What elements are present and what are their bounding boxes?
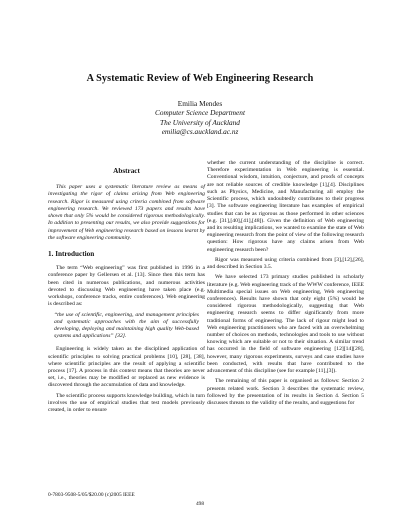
right-paragraph-2: Rigor was measured using criteria combined from [3],[12],[26], and described in Section 3.5. (207, 256, 364, 271)
author-university: The University of Auckland (160, 117, 240, 127)
paper-title: A Systematic Review of Web Engineering Research (86, 73, 314, 84)
definition-quote: “the use of scientific, engineering, and management principles and systematic approaches with the aim of successfully developing, deploying and maintaining high quality Web-based systems and applications” [32]. (54, 311, 199, 340)
abstract-heading: Abstract (113, 167, 140, 175)
page-number: 498 (195, 501, 205, 507)
intro-paragraph-1: The term “Web engineering” was first published in 1996 in a conference paper by Gellersen et al. [13]. Since then this term has been cited in numerous publications, and numerous activities devoted to discussing Web engineering have taken place (e.g. workshops, conference tracks, entire conferences). Web engineering is described as: (48, 265, 205, 308)
left-column (48, 168, 205, 417)
right-paragraph-1: whether the current understanding of the discipline is correct. Therefore experimentation in Web engineering is essential. Conventional wisdom, intuition, conjecture, and proofs of concepts are not reliable sources of credible knowledge [1],[4]. Disciplines such as Physics, Medicine, and Manufacturing all employ the Scientific process, which undoubtedly contributes to their progress [3]. The software engineering literature has examples of empirical studies that can be as rigorous as those performed in other sciences (e.g. [31],[40],[41],[48]). Given the definition of Web engineering and its resulting implications, we wanted to examine the state of Web engineering research from the point of view of the following research question: How rigorous have any claims arisen from Web engineering research been? (207, 160, 364, 253)
intro-paragraph-2: Engineering is widely taken as the disciplined application of scientific principles to solving practical problems [10], [28], [38], where scientific principles are the result of applying a scientific process [17]. A process in this context means that theories are never set, i.e., theories may be modified or replaced as new evidence is discovered through the accumulation of data and knowledge. (48, 346, 205, 389)
intro-paragraph-3: The scientific process supports knowledge building, which in turn involves the use of empirical studies that test models previously created, in order to ensure (48, 392, 205, 414)
right-column (207, 160, 364, 410)
abstract-text: This paper uses a systematic literature review as means of investigating the rigor of claims arising from Web engineering research. Rigor is measured using criteria combined from software engineering research. We reviewed 173 papers and results have shown that only 5% would be considered rigorous methodologically. In addition to presenting our results, we also provide suggestions for improvement of Web engineering research based on lessons learnt by the software engineering community. (48, 184, 205, 241)
author-block (0, 99, 400, 136)
copyright-footer: 0-7803-9508-5/05/$20.00 (c)2005 IEEE (48, 492, 135, 498)
right-paragraph-4: The remaining of this paper is organised as follows: Section 2 presents related work. Section 3 describes the systematic review, followed by the presentation of its results in Section 4. Section 5 discusses threats to the validity of the results, and suggestions for (207, 378, 364, 406)
author-name: Emilia Mendes (177, 99, 223, 108)
author-email: emilia@cs.auckland.ac.nz (161, 126, 239, 136)
section-heading-introduction: 1. Introduction (48, 249, 95, 258)
right-paragraph-3: We have selected 173 primary studies published in scholarly literature (e.g. Web engineering track of the WWW conference, IEEE Multimedia special issues on Web engineering, Web engineering conferences). Results have shown that only eight (5%) would be considered rigorous methodologically, suggesting that Web engineering research seems to differ significantly from more traditional forms of engineering. The lack of rigour might lead to Web engineering practitioners who are faced with an overwhelming number of choices on methods, technologies and tools to use without knowing which are suitable or not to their situation. A similar trend has occurred in the field of software engineering [12][14][28], however, many rigorous experiments, surveys and case studies have been conducted, with results that have contributed to the advancement of this discipline (see for example [11],[3]). (207, 274, 364, 375)
author-department: Computer Science Department (155, 108, 245, 118)
